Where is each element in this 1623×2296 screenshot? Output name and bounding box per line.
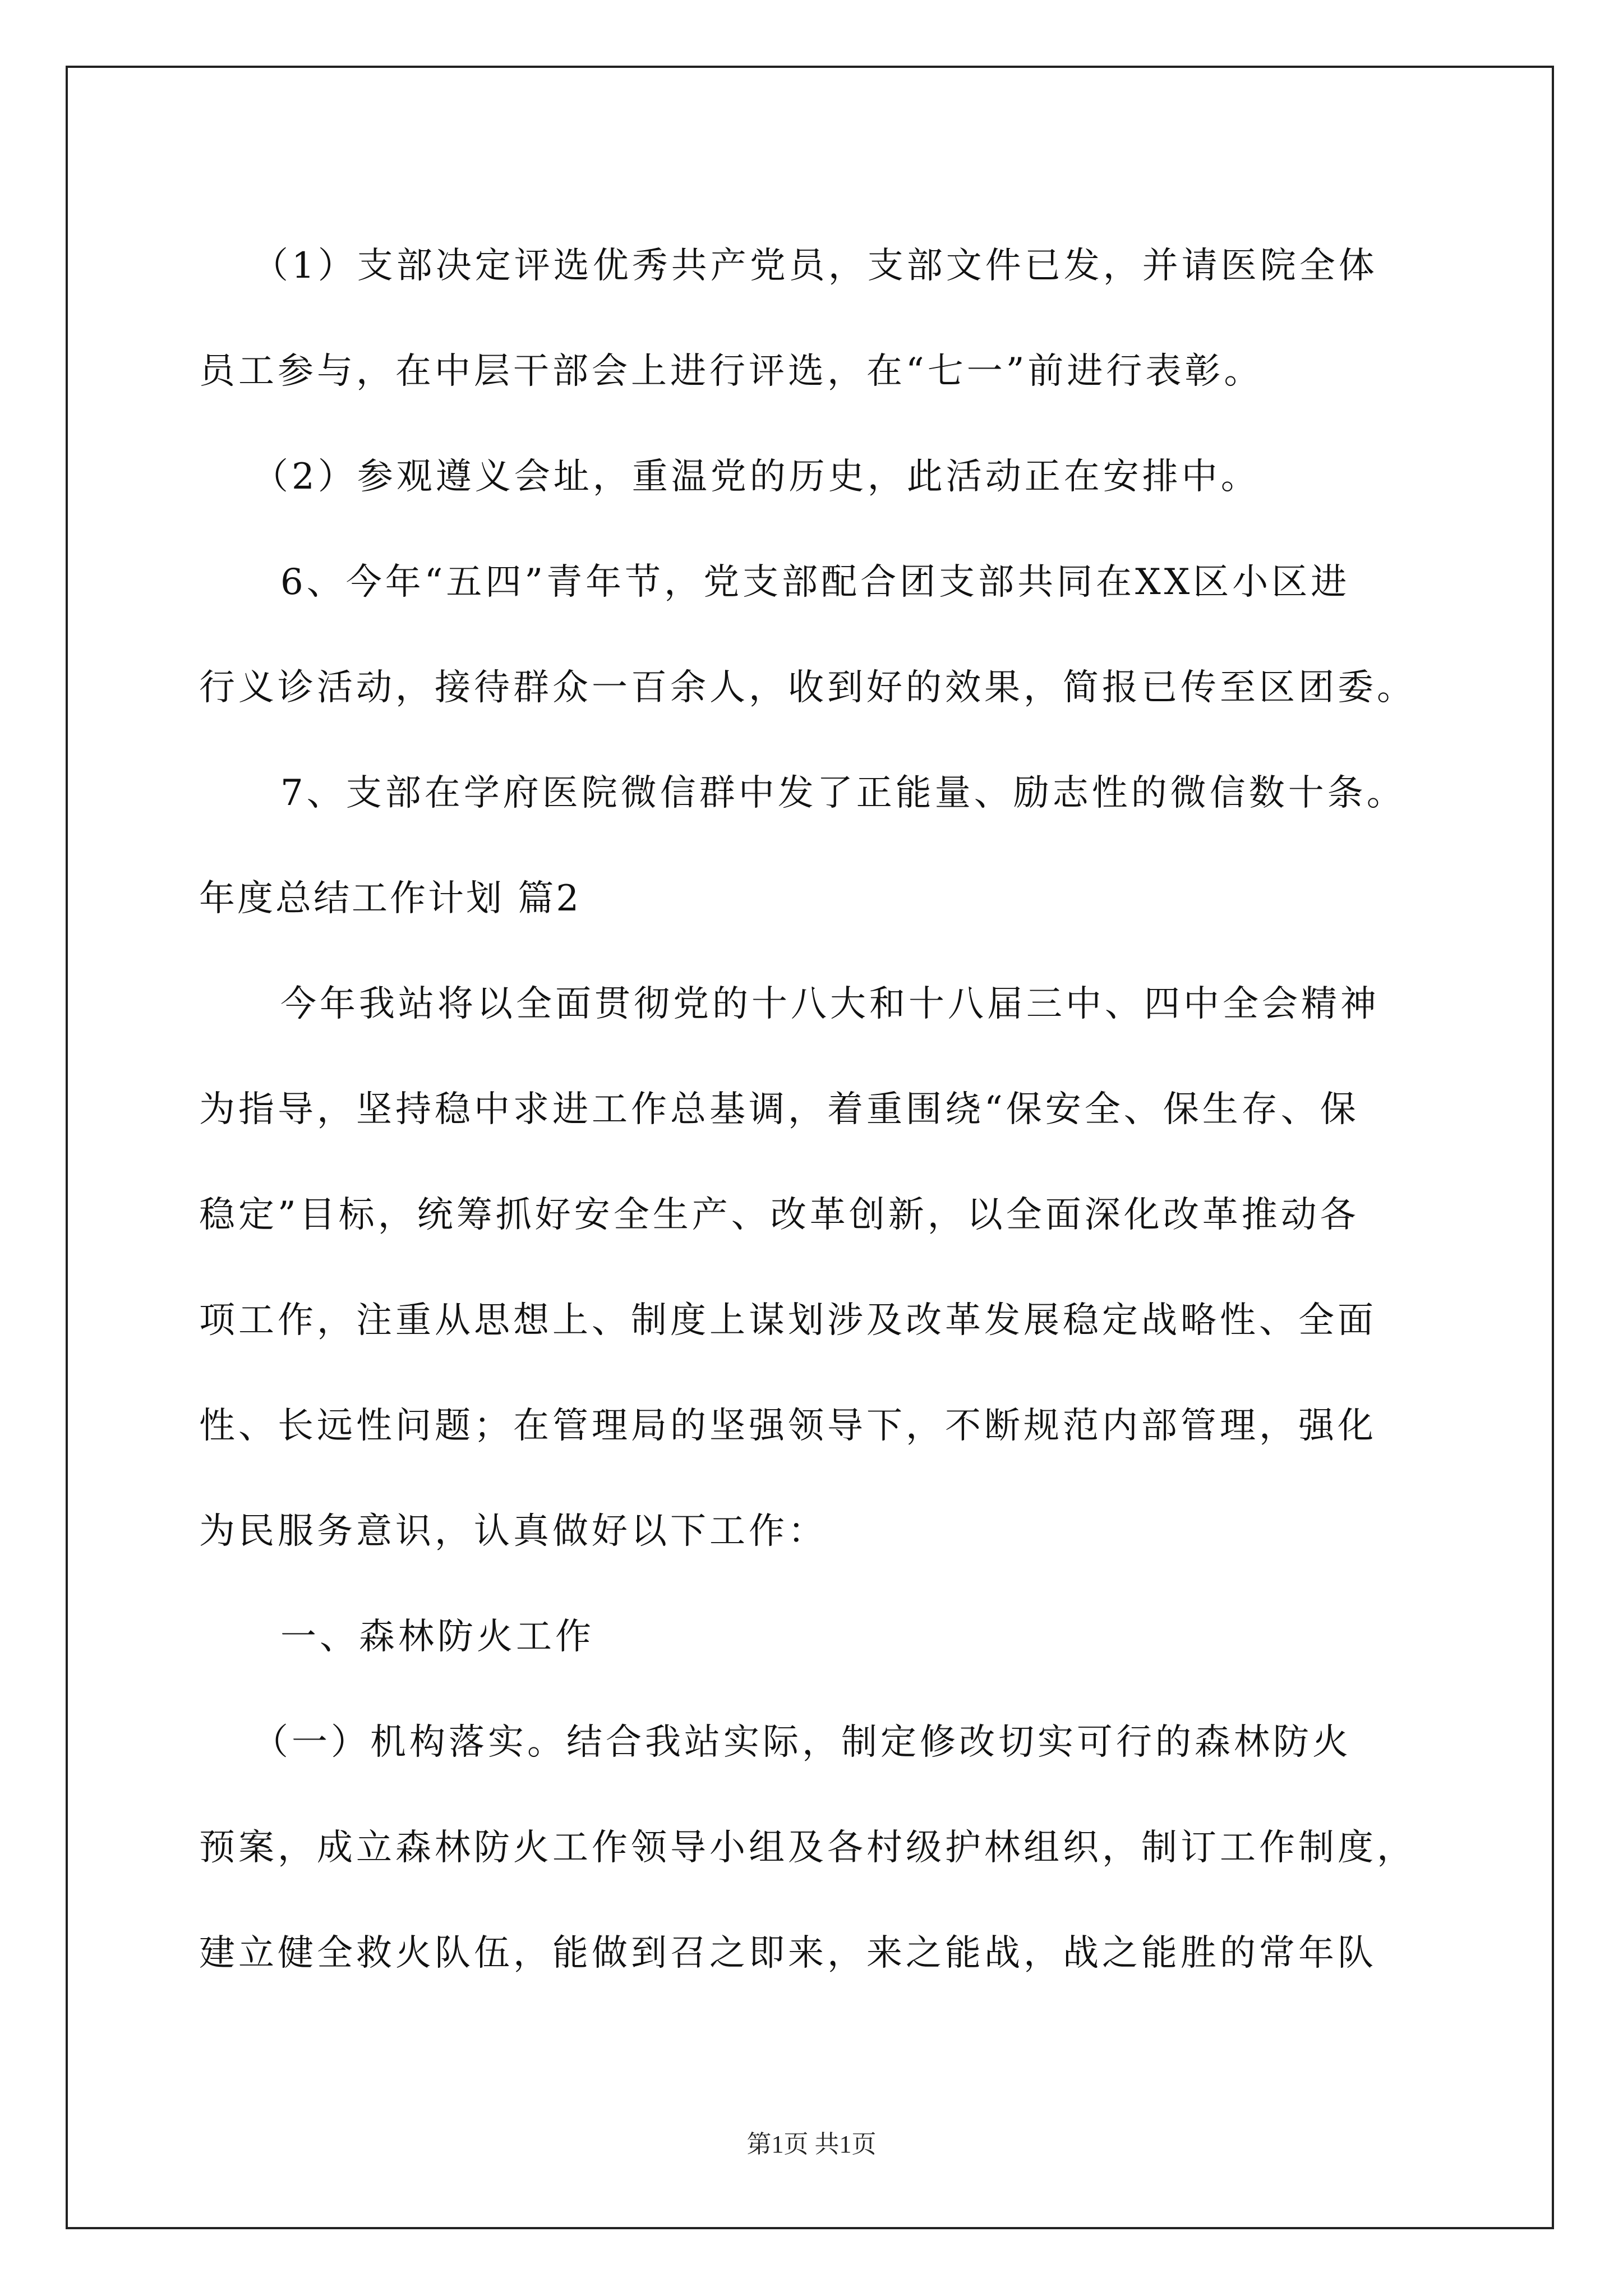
paragraph-line: 为指导，坚持稳中求进工作总基调，着重围绕“保安全、保生存、保 bbox=[199, 1089, 1359, 1130]
paragraph-line: 为民服务意识，认真做好以下工作： bbox=[199, 1511, 827, 1552]
subsection-heading: 一、森林防火工作 bbox=[280, 1616, 594, 1658]
paragraph-line: 性、长远性问题；在管理局的坚强领导下，不断规范内部管理，强化 bbox=[199, 1405, 1377, 1447]
paragraph-line: 员工参与，在中层干部会上进行评选，在“七一”前进行表彰。 bbox=[199, 351, 1264, 392]
document-body bbox=[199, 213, 1444, 2006]
paragraph-line: 7、支部在学府医院微信群中发了正能量、励志性的微信数十条。 bbox=[280, 772, 1406, 814]
section-heading: 年度总结工作计划 篇2 bbox=[199, 878, 582, 919]
paragraph-line: 6、今年“五四”青年节，党支部配合团支部共同在XX区小区进 bbox=[280, 562, 1350, 603]
paragraph-line: 建立健全救火队伍，能做到召之即来，来之能战，战之能胜的常年队 bbox=[199, 1932, 1377, 1974]
paragraph-line: 项工作，注重从思想上、制度上谋划涉及改革发展稳定战略性、全面 bbox=[199, 1300, 1377, 1341]
paragraph-line: （一）机构落实。结合我站实际，制定修改切实可行的森林防火 bbox=[252, 1722, 1352, 1763]
paragraph-line: 行义诊活动，接待群众一百余人，收到好的效果，简报已传至区团委。 bbox=[199, 667, 1416, 708]
paragraph-line: 预案，成立森林防火工作领导小组及各村级护林组织，制订工作制度， bbox=[199, 1827, 1416, 1869]
paragraph-line: （2）参观遵义会址，重温党的历史，此活动正在安排中。 bbox=[252, 456, 1260, 498]
paragraph-line: （1）支部决定评选优秀共产党员，支部文件已发，并请医院全体 bbox=[252, 245, 1378, 287]
paragraph-line: 稳定”目标，统筹抓好安全生产、改革创新，以全面深化改革推动各 bbox=[199, 1194, 1359, 1236]
page-number-footer: 第1页 共1页 bbox=[746, 2131, 877, 2158]
paragraph-line: 今年我站将以全面贯彻党的十八大和十八届三中、四中全会精神 bbox=[280, 983, 1380, 1025]
